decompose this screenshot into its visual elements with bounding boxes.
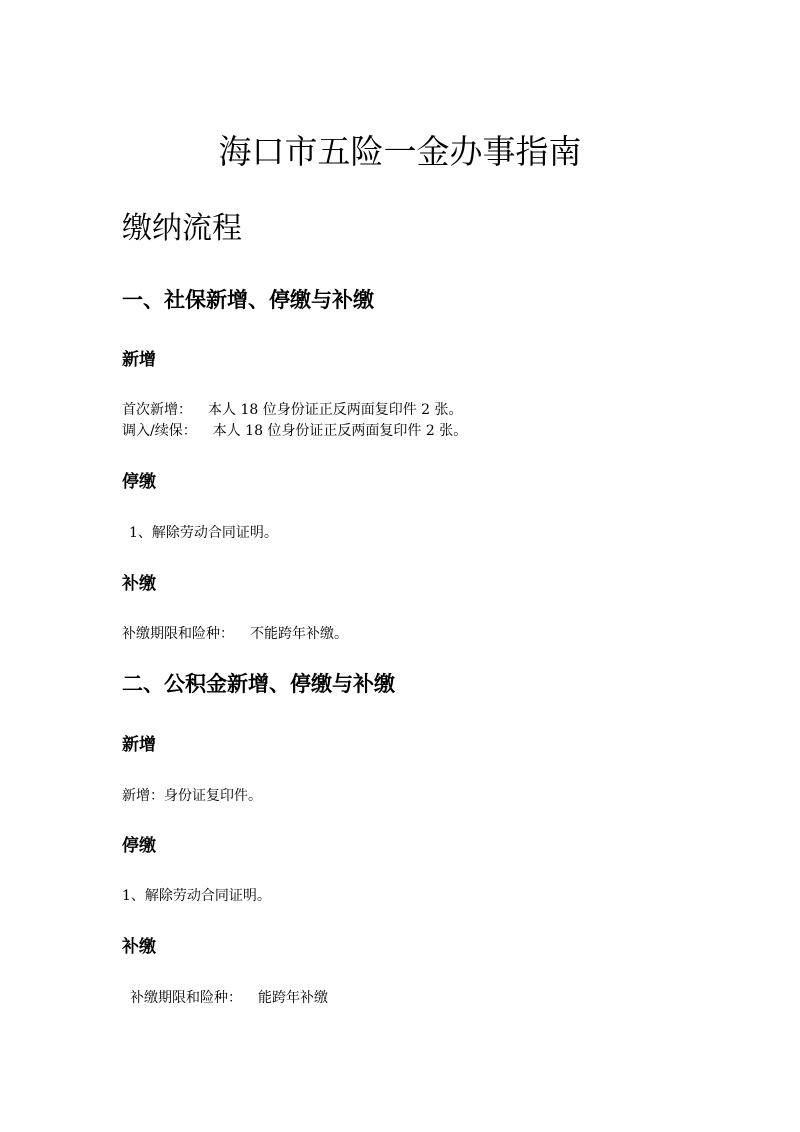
requirement-line [122, 400, 463, 420]
requirement-line [122, 886, 271, 906]
requirement-text: 新增：身份证复印件。 [122, 788, 262, 804]
subsection-heading: 停缴 [122, 836, 156, 856]
process-heading: 缴纳流程 [122, 211, 242, 246]
requirement-line [122, 421, 467, 441]
requirement-label: 调入/续保： [122, 423, 197, 439]
requirement-text: 本人 18 位身份证正反两面复印件 2 张。 [212, 423, 468, 439]
requirement-text: 1、解除劳动合同证明。 [122, 888, 271, 904]
requirement-label: 补缴期限和险种： [130, 990, 242, 1006]
section-social-insurance-heading: 一、社保新增、停缴与补缴 [122, 288, 374, 312]
subsection-heading: 新增 [122, 350, 156, 370]
subsection-heading: 补缴 [122, 937, 156, 957]
requirement-label: 首次新增： [122, 402, 192, 418]
requirement-line [130, 988, 328, 1008]
subsection-heading: 新增 [122, 735, 156, 755]
requirement-text: 不能跨年补缴。 [250, 626, 348, 642]
section-housing-fund-heading: 二、公积金新增、停缴与补缴 [122, 672, 395, 696]
subsection-heading: 补缴 [122, 574, 156, 594]
requirement-line [122, 786, 262, 806]
subsection-heading: 停缴 [122, 472, 156, 492]
document-title: 海口市五险一金办事指南 [218, 132, 582, 171]
requirement-line [122, 624, 348, 644]
requirement-text: 1、解除劳动合同证明。 [129, 525, 278, 541]
requirement-label: 补缴期限和险种： [122, 626, 234, 642]
requirement-text: 能跨年补缴 [258, 990, 328, 1006]
requirement-text: 本人 18 位身份证正反两面复印件 2 张。 [208, 402, 463, 418]
requirement-line [129, 523, 278, 543]
